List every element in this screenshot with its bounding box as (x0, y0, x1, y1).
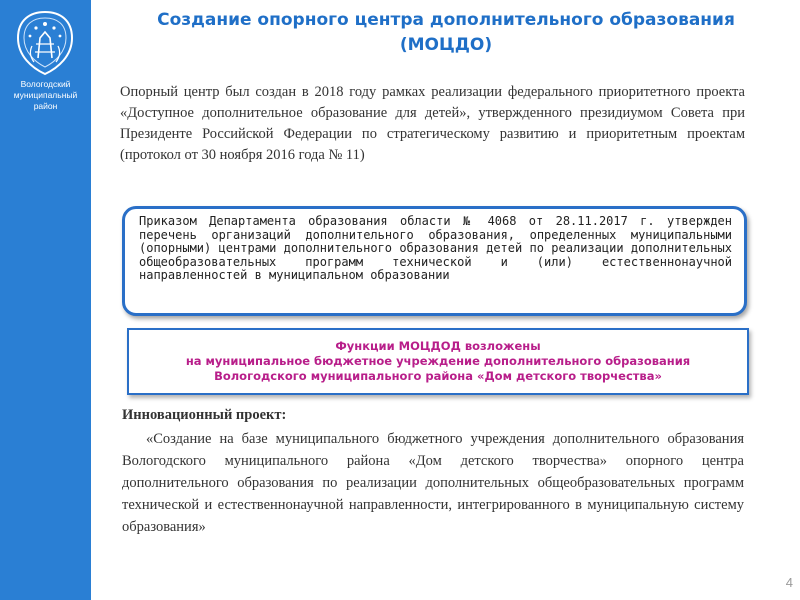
functions-box (127, 328, 749, 395)
title-line: Создание опорного центра дополнительного образования (157, 10, 735, 30)
district-line: муниципальный (13, 90, 78, 100)
order-text: Приказом Департамента образования области № 4068 от 28.11.2017 г. утвержден перечень организаций дополнительного образования, определенных муниципальными (опорными) центрами дополнительного образования детей по реализации дополнительных общеобразовательных программ технической и (или) естественнонаучной направленностей в муниципальном образовании (139, 214, 732, 282)
sidebar (0, 0, 91, 600)
district-line: Вологодский (20, 79, 71, 89)
functions-line: Вологодского муниципального района «Дом детского творчества» (214, 369, 662, 383)
innovation-text: «Создание на базе муниципального бюджетного учреждения дополнительного образования Вологодского муниципального района «Дом детского творчества» опорного центра дополнительного образования по реализации дополнительных общеобразовательных программ технической и естественнонаучной направленности, интегрированного в муниципальную систему образования» (122, 431, 744, 535)
innovation-heading: Инновационный проект: (122, 407, 287, 423)
functions-line: на муниципальное бюджетное учреждение дополнительного образования (185, 354, 691, 368)
district-name (0, 79, 91, 112)
order-box (122, 206, 747, 316)
district-line: район (33, 101, 58, 111)
page-number: 4 (785, 575, 793, 590)
slide-title (96, 8, 796, 58)
functions-line: Функции МОЦДОД возложены (335, 339, 541, 353)
district-emblem-icon (10, 8, 80, 78)
title-line: (МОЦДО) (399, 35, 493, 55)
intro-paragraph: Опорный центр был создан в 2018 году рамках реализации федерального приоритетного проекта «Доступное дополнительное образование для детей», утвержденного президиумом Совета при Президенте Российской Федерации по стратегическому развитию и приоритетным проектам (протокол от 30 ноября 2016 года № 11) (120, 84, 745, 163)
